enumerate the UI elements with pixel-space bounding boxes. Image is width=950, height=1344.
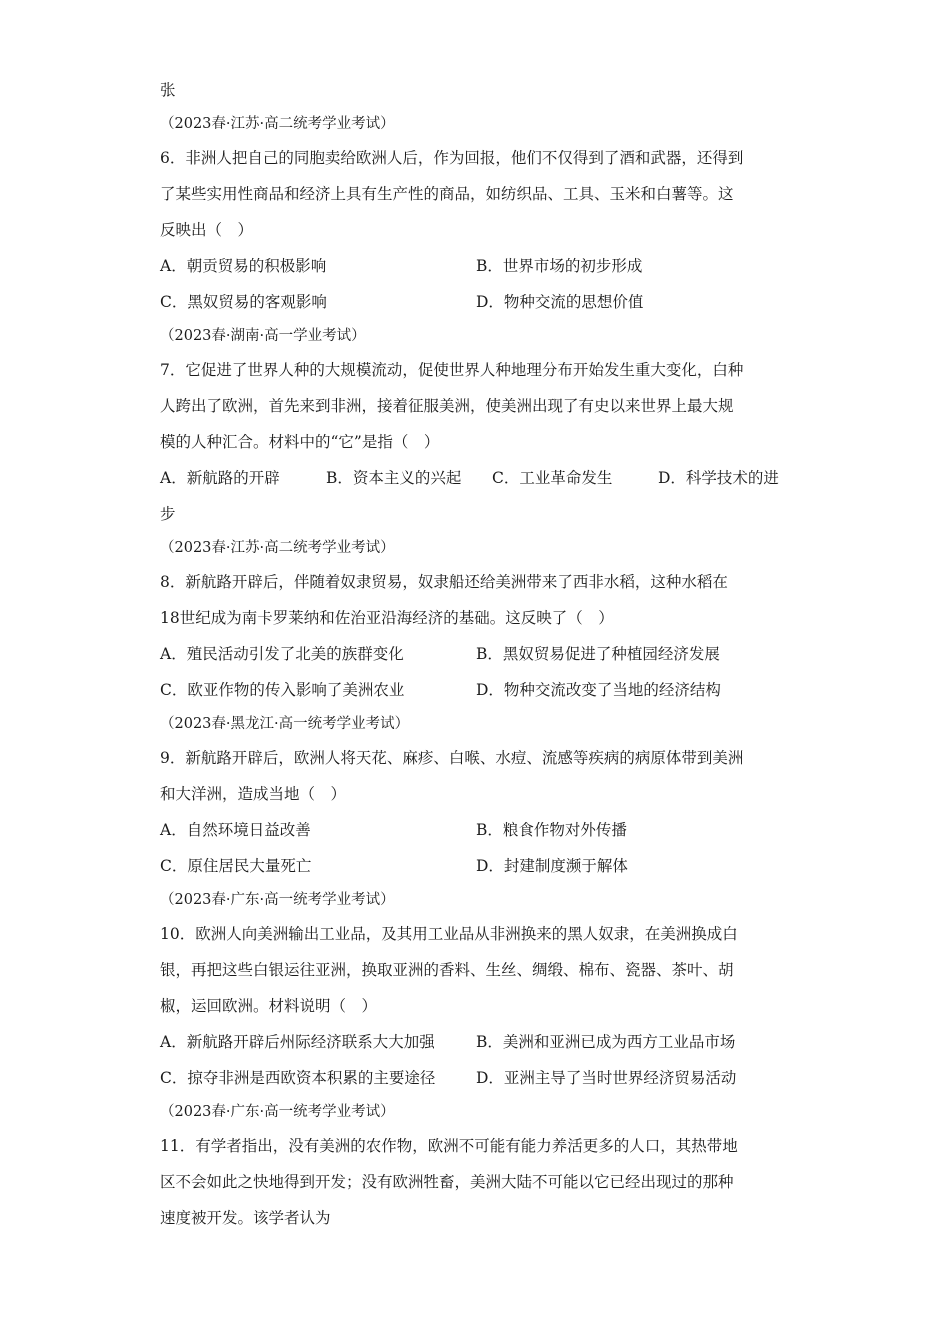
question-8-options-row-2 [160, 672, 792, 708]
question-7-source: （2023春·湖南·高一学业考试） [160, 328, 366, 344]
question-7-option-c: C．工业革命发生 [492, 469, 613, 487]
question-10-stem-line-3: 椒，运回欧洲。材料说明（ ） [160, 997, 378, 1015]
question-8-options-row-1 [160, 636, 792, 672]
question-7-option-b: B．资本主义的兴起 [326, 469, 462, 487]
question-6-option-c: C．黑奴贸易的客观影响 [160, 293, 327, 311]
question-6-option-b: B．世界市场的初步形成 [476, 257, 643, 275]
question-10-stem-line-1: 10．欧洲人向美洲输出工业品，及其用工业品从非洲换来的黑人奴隶，在美洲换成白 [160, 925, 738, 943]
question-9-option-d: D．封建制度濒于解体 [476, 857, 628, 875]
question-10-options-row-2 [160, 1060, 792, 1096]
question-11-stem-line-3: 速度被开发。该学者认为 [160, 1209, 331, 1227]
question-7-stem-line-1: 7．它促进了世界人种的大规模流动，促使世界人种地理分布开始发生重大变化，白种 [160, 361, 744, 379]
question-8-option-b: B．黑奴贸易促进了种植园经济发展 [476, 645, 720, 663]
question-10-options-row-1 [160, 1024, 792, 1060]
document-page [160, 72, 792, 1236]
question-7-option-d: D．科学技术的进 [658, 469, 779, 487]
question-6-option-d: D．物种交流的思想价值 [476, 293, 644, 311]
question-6-option-a: A．朝贡贸易的积极影响 [160, 257, 327, 275]
question-9-options-row-2 [160, 848, 792, 884]
question-8-stem-line-2: 18世纪成为南卡罗莱纳和佐治亚沿海经济的基础。这反映了（ ） [160, 609, 614, 627]
question-10-source: （2023春·广东·高一统考学业考试） [160, 892, 395, 908]
question-6-stem-line-2: 了某些实用性商品和经济上具有生产性的商品，如纺织品、工具、玉米和白薯等。这 [160, 185, 734, 203]
question-6-stem-line-1: 6．非洲人把自己的同胞卖给欧洲人后，作为回报，他们不仅得到了酒和武器，还得到 [160, 149, 744, 167]
question-11-source: （2023春·广东·高一统考学业考试） [160, 1104, 395, 1120]
question-11-stem-line-2: 区不会如此之快地得到开发；没有欧洲牲畜，美洲大陆不可能以它已经出现过的那种 [160, 1173, 734, 1191]
question-7-stem-line-3: 模的人种汇合。材料中的“它”是指（ ） [160, 433, 440, 451]
question-6-options-row-2 [160, 284, 792, 320]
question-10-option-b: B．美洲和亚洲已成为西方工业品市场 [476, 1033, 736, 1051]
question-9-option-c: C．原住居民大量死亡 [160, 857, 312, 875]
question-10-option-d: D．亚洲主导了当时世界经济贸易活动 [476, 1069, 737, 1087]
question-7-stem-line-2: 人跨出了欧洲，首先来到非洲，接着征服美洲，使美洲出现了有史以来世界上最大规 [160, 397, 734, 415]
question-7-option-a: A．新航路的开辟 [160, 469, 280, 487]
question-9-option-a: A．自然环境日益改善 [160, 821, 311, 839]
question-8-option-d: D．物种交流改变了当地的经济结构 [476, 681, 721, 699]
question-6-source: （2023春·江苏·高二统考学业考试） [160, 116, 395, 132]
question-10-option-a: A．新航路开辟后州际经济联系大大加强 [160, 1033, 435, 1051]
question-8-option-a: A．殖民活动引发了北美的族群变化 [160, 645, 404, 663]
question-11-stem-line-1: 11．有学者指出，没有美洲的农作物，欧洲不可能有能力养活更多的人口，其热带地 [160, 1137, 738, 1155]
question-8-stem-line-1: 8．新航路开辟后，伴随着奴隶贸易，奴隶船还给美洲带来了西非水稻，这种水稻在 [160, 573, 728, 591]
question-7-option-d-continuation: 步 [160, 505, 176, 523]
question-9-source: （2023春·黑龙江·高一统考学业考试） [160, 716, 410, 732]
carry-over-text: 张 [160, 81, 176, 99]
question-6-options-row-1 [160, 248, 792, 284]
question-10-option-c: C．掠夺非洲是西欧资本积累的主要途径 [160, 1069, 436, 1087]
question-9-option-b: B．粮食作物对外传播 [476, 821, 627, 839]
question-8-source: （2023春·江苏·高二统考学业考试） [160, 540, 395, 556]
question-10-stem-line-2: 银，再把这些白银运往亚洲，换取亚洲的香料、生丝、绸缎、棉布、瓷器、茶叶、胡 [160, 961, 734, 979]
question-6-stem-line-3: 反映出（ ） [160, 221, 254, 239]
question-9-stem-line-1: 9．新航路开辟后，欧洲人将天花、麻疹、白喉、水痘、流感等疾病的病原体带到美洲 [160, 749, 744, 767]
question-9-options-row-1 [160, 812, 792, 848]
question-8-option-c: C．欧亚作物的传入影响了美洲农业 [160, 681, 405, 699]
question-7-options-row [160, 460, 792, 496]
question-9-stem-line-2: 和大洋洲，造成当地（ ） [160, 785, 347, 803]
